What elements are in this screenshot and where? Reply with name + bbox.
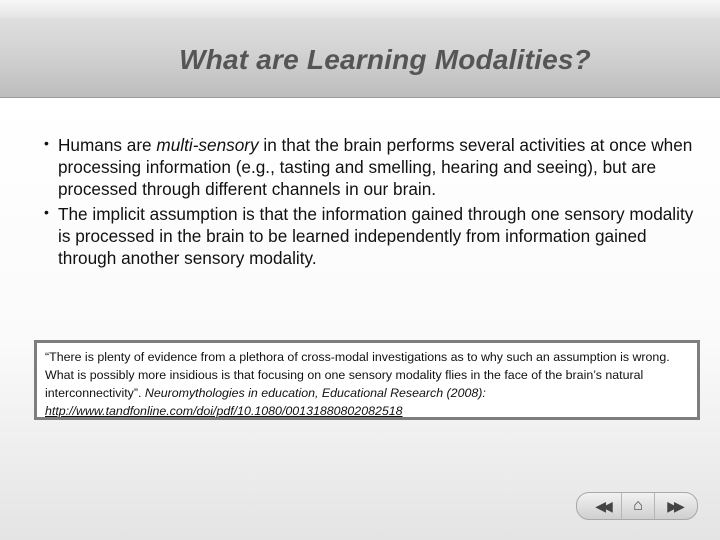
- next-arrows-icon: ▶▶: [667, 497, 681, 514]
- divider: [0, 98, 720, 102]
- next-button[interactable]: [655, 493, 693, 519]
- bullet-emphasis: multi-sensory: [156, 135, 259, 155]
- bullet-item: [44, 134, 694, 200]
- previous-button[interactable]: [583, 493, 621, 519]
- quote-box: [34, 340, 700, 420]
- previous-arrows-icon: ◀◀: [595, 497, 609, 514]
- bullet-list: [44, 134, 694, 272]
- navigation-bar: [576, 492, 698, 520]
- source-link[interactable]: http://www.tandfonline.com/doi/pdf/10.1080/00131880802082518: [45, 404, 403, 418]
- bullet-dot-icon: •: [44, 135, 49, 151]
- home-button[interactable]: [621, 493, 655, 519]
- bullet-text-pre: Humans are: [58, 135, 157, 155]
- bullet-dot-icon: •: [44, 204, 49, 220]
- bullet-item: [44, 203, 694, 269]
- home-icon: ⌂: [633, 497, 643, 514]
- bullet-text: The implicit assumption is that the information gained through one sensory modality is processed in the brain to be learned independently from information gained through another sensory modality.: [58, 204, 694, 268]
- slide-title: What are Learning Modalities?: [179, 44, 591, 75]
- quote-text: “There is plenty of evidence from a plethora of cross-modal investigations as to why such an assumption is wrong. What is possibly more insidious is that focusing on one sensory modality flies in the face of the brain’s natural interconnectivity”.: [45, 350, 670, 400]
- quote-source: Neuromythologies in education, Educational Research (2008):: [144, 386, 486, 400]
- bullet-text-post: in that the brain performs several activities at once when processing information (e.g., tasting and smelling, hearing and seeing), but are processed through different channels in our brain.: [58, 135, 693, 199]
- title-sheen: [0, 0, 720, 18]
